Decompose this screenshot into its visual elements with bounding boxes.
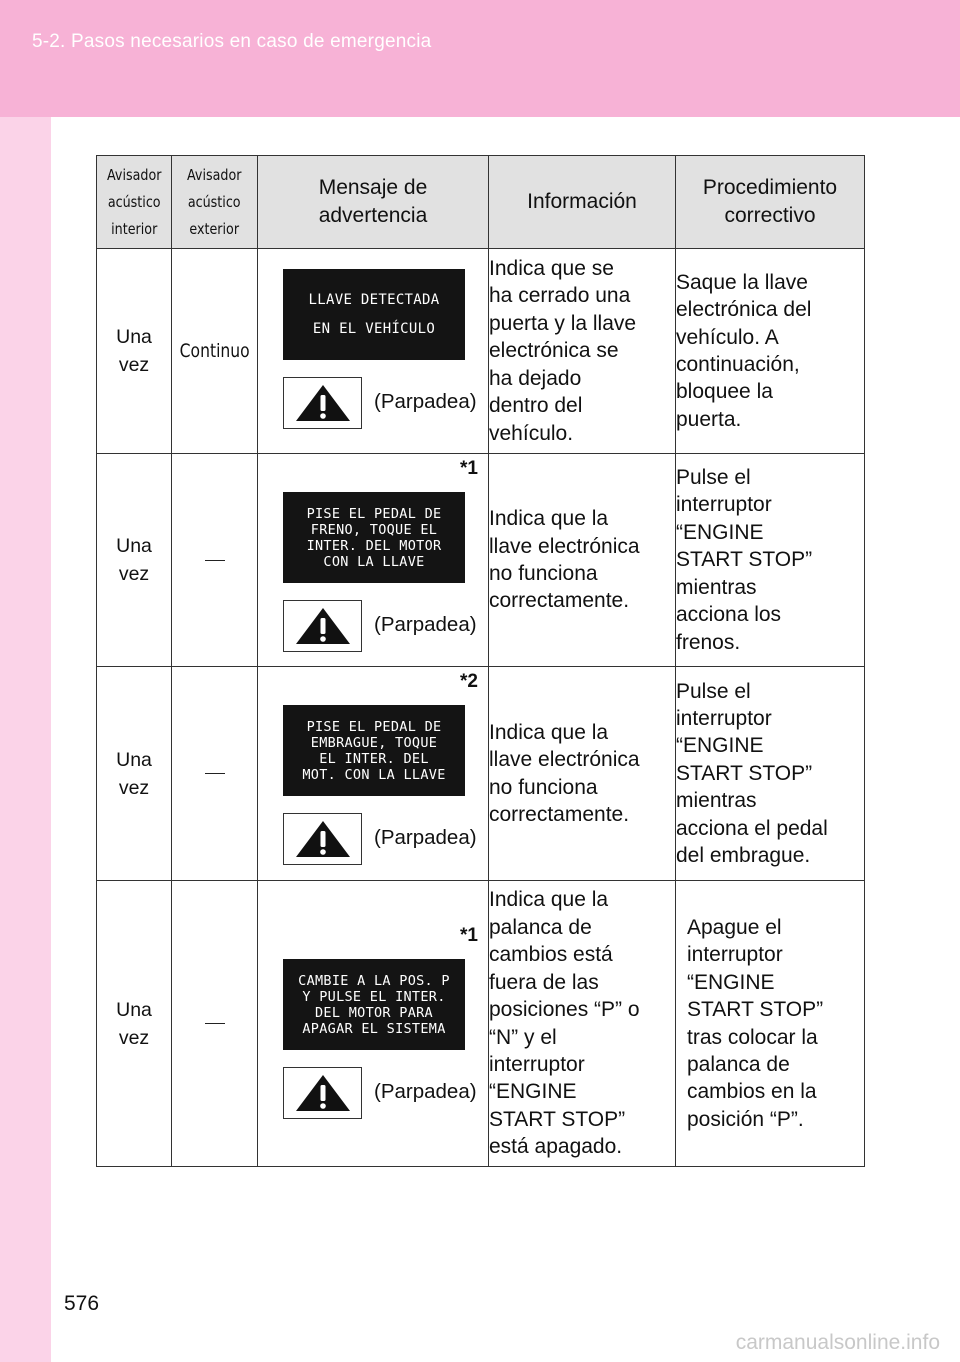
header-interior-buzzer: Avisador acústico interior: [97, 156, 172, 249]
procedure-cell: Pulse el interruptor “ENGINE START STOP” mientras acciona los frenos.: [676, 454, 865, 667]
exclamation-triangle-icon: [283, 377, 362, 429]
table-row: [97, 249, 865, 454]
interior-buzzer-cell: Una vez: [97, 454, 172, 667]
display-screen: PISE EL PEDAL DE FRENO, TOQUE EL INTER. DEL MOTOR CON LA LLAVE: [283, 492, 465, 583]
table-row: [97, 454, 865, 667]
footnote-mark: *1: [460, 458, 478, 479]
display-screen: CAMBIE A LA POS. P Y PULSE EL INTER. DEL MOTOR PARA APAGAR EL SISTEMA: [283, 959, 465, 1050]
interior-buzzer-cell: Una vez: [97, 881, 172, 1167]
exterior-buzzer-cell: [172, 881, 258, 1167]
header-corrective-procedure: Procedimiento correctivo: [676, 156, 865, 249]
section-title: 5-2. Pasos necesarios en caso de emergencia: [32, 31, 432, 52]
exterior-buzzer-cell: Continuo: [172, 249, 258, 454]
interior-buzzer-cell: Una vez: [97, 667, 172, 881]
warning-message-cell: [258, 667, 489, 881]
header-information: Información: [489, 156, 676, 249]
procedure-cell: Saque la llave electrónica del vehículo. A continuación, bloquee la puerta.: [676, 249, 865, 454]
footnote-mark: *1: [460, 925, 478, 946]
information-cell: Indica que la palanca de cambios está fuera de las posiciones “P” o “N” y el interruptor “ENGINE START STOP” está apagado.: [489, 881, 676, 1167]
footnote-mark: *2: [460, 671, 478, 692]
information-cell: Indica que la llave electrónica no funciona correctamente.: [489, 667, 676, 881]
table-row: [97, 667, 865, 881]
interior-buzzer-cell: Una vez: [97, 249, 172, 454]
blink-label: (Parpadea): [374, 390, 477, 413]
procedure-cell: Pulse el interruptor “ENGINE START STOP” mientras acciona el pedal del embrague.: [676, 667, 865, 881]
table-header-row: [97, 156, 865, 249]
warning-message-cell: [258, 249, 489, 454]
page-number: 576: [64, 1292, 100, 1315]
exterior-buzzer-cell: [172, 454, 258, 667]
dash-mark: [205, 1023, 225, 1024]
header-warning-message: Mensaje de advertencia: [258, 156, 489, 249]
watermark-text: carmanualsonline.info: [735, 1331, 940, 1354]
blink-label: (Parpadea): [374, 613, 477, 636]
warning-message-cell: [258, 454, 489, 667]
exclamation-triangle-icon: [283, 813, 362, 865]
side-margin-band: [0, 117, 51, 1362]
display-screen: LLAVE DETECTADA EN EL VEHÍCULO: [283, 269, 465, 360]
header-exterior-buzzer: Avisador acústico exterior: [172, 156, 258, 249]
procedure-cell: Apague el interruptor “ENGINE START STOP” tras colocar la palanca de cambios en la posición “P”.: [676, 881, 865, 1167]
header-bar: [0, 0, 960, 117]
table-row: [97, 881, 865, 1167]
exclamation-triangle-icon: [283, 600, 362, 652]
information-cell: Indica que se ha cerrado una puerta y la llave electrónica se ha dejado dentro del vehículo.: [489, 249, 676, 454]
dash-mark: [205, 560, 225, 561]
warning-table: [96, 155, 865, 1167]
display-screen: PISE EL PEDAL DE EMBRAGUE, TOQUE EL INTER. DEL MOT. CON LA LLAVE: [283, 705, 465, 796]
dash-mark: [205, 773, 225, 774]
exclamation-triangle-icon: [283, 1067, 362, 1119]
blink-label: (Parpadea): [374, 1080, 477, 1103]
blink-label: (Parpadea): [374, 826, 477, 849]
exterior-buzzer-cell: [172, 667, 258, 881]
warning-message-cell: [258, 881, 489, 1167]
information-cell: Indica que la llave electrónica no funciona correctamente.: [489, 454, 676, 667]
